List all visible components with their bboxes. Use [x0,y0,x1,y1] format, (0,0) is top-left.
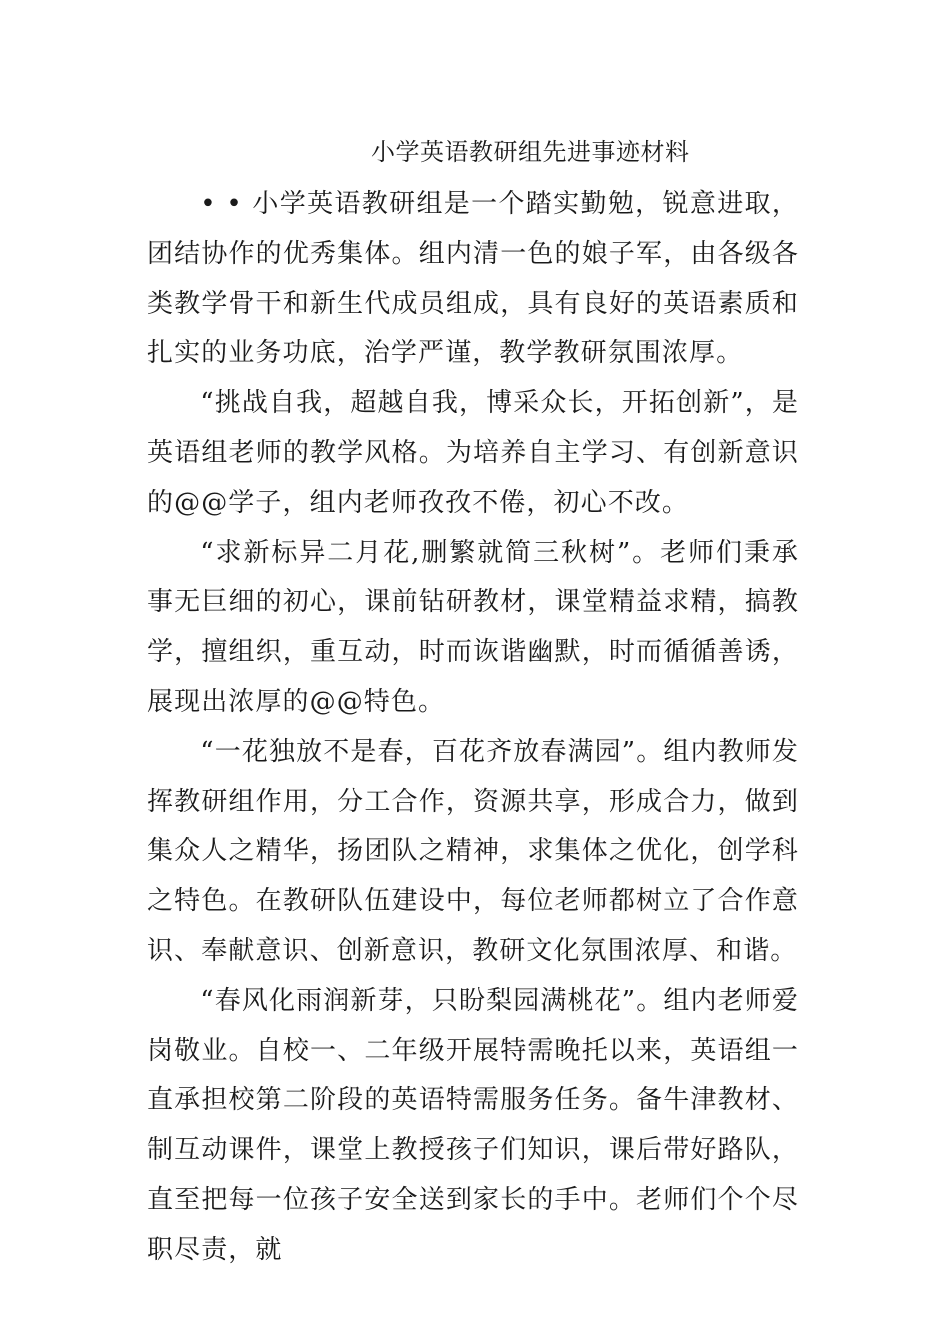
paragraph-4: “一花独放不是春，百花齐放春满园”。组内教师发挥教研组作用，分工合作，资源共享，形成合力，做到集众人之精华，扬团队之精神，求集体之优化，创学科之特色。在教研队伍建设中，每位老师都树立了合作意识、奉献意识、创新意识，教研文化氛围浓厚、和谐。 [147,736,799,966]
paragraph-2: “挑战自我，超越自我，博采众长，开拓创新”，是英语组老师的教学风格。为培养自主学习、有创新意识的@@学子，组内老师孜孜不倦，初心不改。 [147,388,799,518]
paragraph-5: “春风化雨润新芽，只盼梨园满桃花”。组内老师爱岗敬业。自校一、二年级开展特需晚托以来，英语组一直承担校第二阶段的英语特需服务任务。备牛津教材、制互动课件，课堂上教授孩子们知识，课后带好路队，直至把每一位孩子安全送到家长的手中。老师们个个尽职尽责，就 [147,985,799,1265]
document-title: 小学英语教研组先进事迹材料 [371,138,690,166]
paragraph-1: • • 小学英语教研组是一个踏实勤勉，锐意进取，团结协作的优秀集体。组内清一色的娘子军，由各级各类教学骨干和新生代成员组成，具有良好的英语素质和扎实的业务功底，治学严谨，教学教研氛围浓厚。 [147,189,799,369]
paragraph-3: “求新标异二月花,删繁就简三秋树”。老师们秉承事无巨细的初心，课前钻研教材，课堂精益求精，搞教学，擅组织，重互动，时而诙谐幽默，时而循循善诱，展现出浓厚的@@特色。 [147,537,799,717]
document-body [147,180,799,1276]
